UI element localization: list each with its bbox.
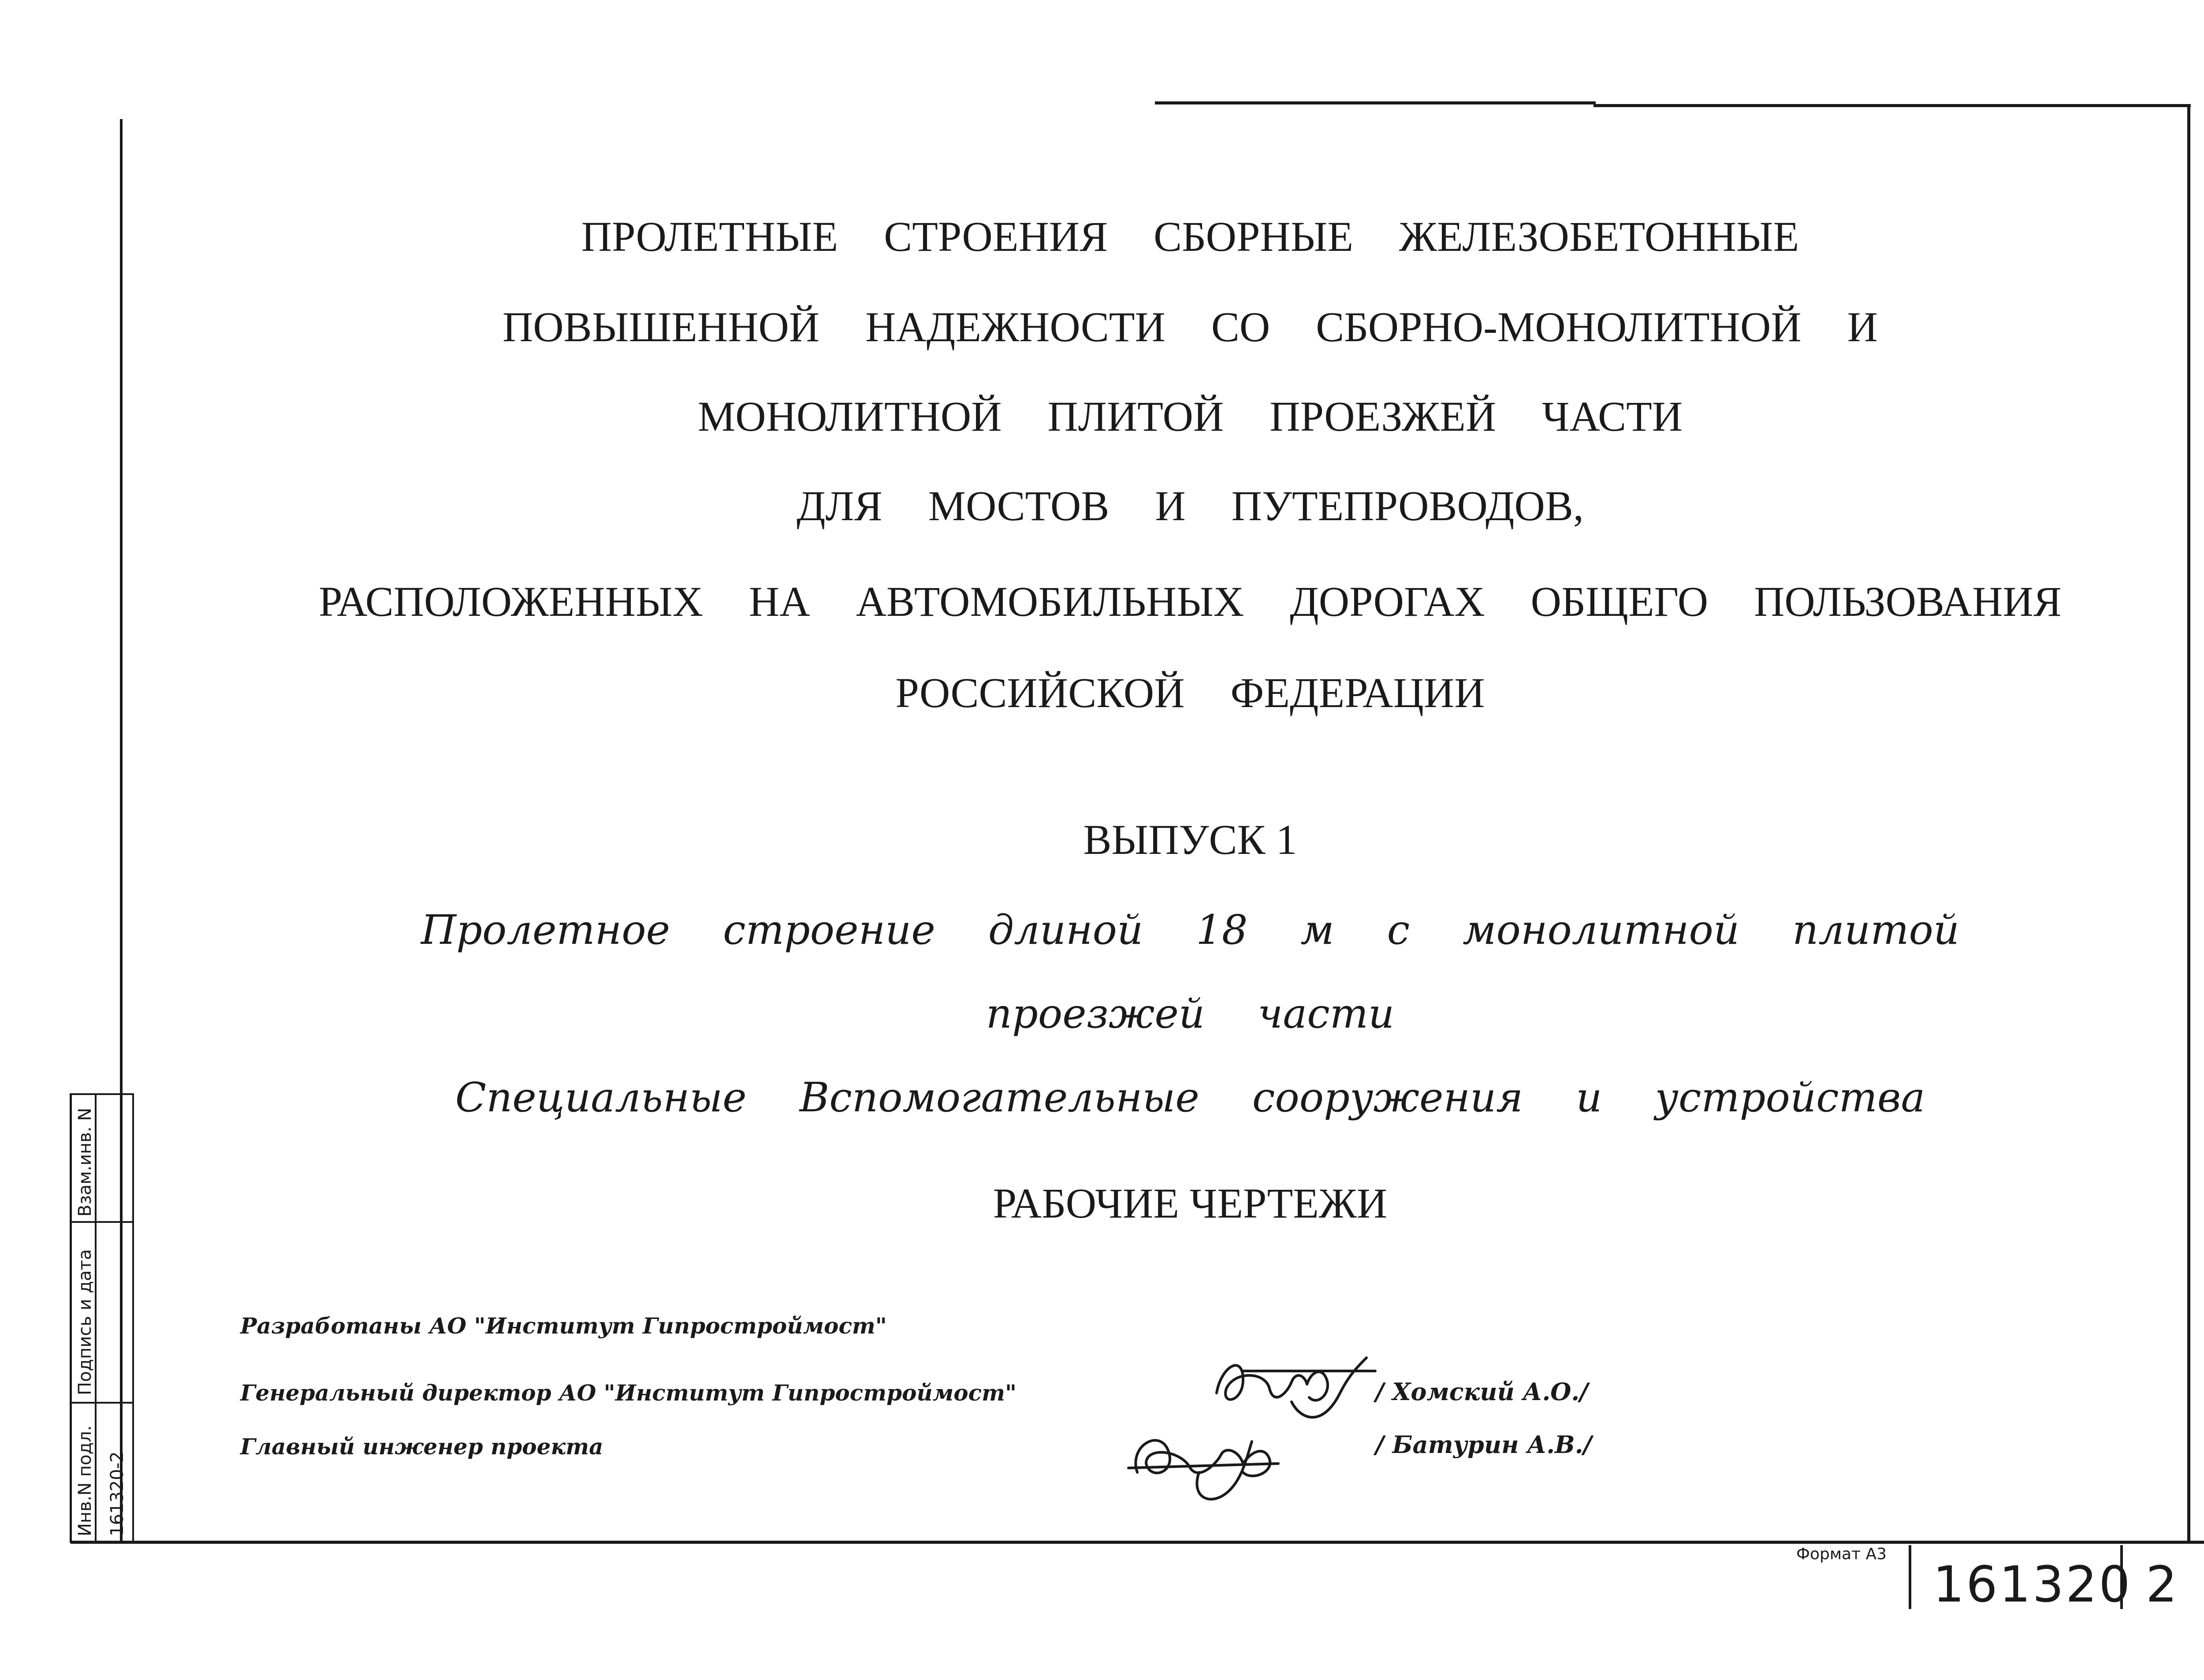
replace-inv-label: Взам.инв. N [75,1107,95,1217]
title-word: ПРОЕЗЖЕЙ [1270,393,1497,440]
inv-orig-value: 161320-2 [107,1451,127,1536]
title-word: АВТОМОБИЛЬНЫХ [856,578,1244,625]
title-line-2 [110,303,2204,351]
title-word: м [1300,906,1334,954]
title-word: Пролетное [421,906,670,954]
title-word: 18 [1196,906,1248,954]
title-word: плитой [1792,906,1960,954]
title-line-3 [110,392,2204,441]
title-word: МОНОЛИТНОЙ [697,393,1002,440]
title-word: Специальные [455,1074,747,1121]
sign-date-label: Подпись и дата [75,1249,95,1395]
title-word: СБОРНО-МОНОЛИТНОЙ [1316,303,1802,350]
title-word: ФЕДЕРАЦИИ [1230,669,1485,716]
title-word: ОБЩЕГО [1530,578,1709,625]
title-line-1 [110,212,2204,261]
title-word: ЧАСТИ [1542,393,1683,440]
title-word: СТРОЕНИЯ [884,213,1108,260]
title-line-5 [110,577,2204,626]
general-director-label: Генеральный директор АО "Институт Гипростроймост" [240,1380,1017,1406]
title-word: И [1155,482,1186,529]
chief-engineer-label: Главный инженер проекта [240,1434,603,1460]
title-word: ПОЛЬЗОВАНИЯ [1754,578,2062,625]
title-word: ПУТЕПРОВОДОВ, [1231,482,1584,529]
title-line-4 [110,482,2204,530]
subtitle-line-3 [110,1073,2204,1122]
format-label: Формат А3 [1796,1545,1887,1563]
title-word: сооружения [1252,1074,1523,1121]
general-director-name: / Хомский А.О./ [1375,1378,1588,1406]
title-line-6 [110,669,2204,717]
title-word: длиной [988,906,1143,954]
subtitle-line-1 [110,906,2204,954]
title-word: Вспомогательные [799,1074,1199,1121]
title-word: ДОРОГАХ [1290,578,1485,625]
title-word: ДЛЯ [797,482,882,529]
title-word: СБОРНЫЕ [1154,213,1354,260]
sheet-number: 2 [2146,1556,2179,1613]
developed-by: Разработаны АО "Институт Гипростроймост" [240,1313,887,1339]
title-word: строение [723,906,935,954]
frame-bottom-line [71,1541,2204,1544]
subtitle-line-2 [110,990,2204,1038]
title-word: СО [1211,303,1270,350]
title-word: с [1387,906,1410,954]
title-word: МОСТОВ [928,482,1109,529]
title-word: ПЛИТОЙ [1047,393,1224,440]
title-word: проезжей [986,990,1205,1037]
frame-top-left-line [1155,101,1596,104]
title-word: ЖЕЛЕЗОБЕТОННЫЕ [1399,213,1799,260]
title-word: и [1576,1074,1602,1121]
inv-orig-label: Инв.N подл. [75,1425,95,1536]
title-word: НАДЕЖНОСТИ [865,303,1165,350]
title-word: устройства [1655,1074,1925,1121]
doc-code: 161320 [1933,1556,2132,1613]
frame-top-right-line [1593,104,2191,107]
title-word: РОССИЙСКОЙ [895,669,1185,716]
title-word: ПРОЛЕТНЫЕ [581,213,838,260]
title-word: И [1847,303,1878,350]
code-divider-left [1909,1545,1911,1609]
title-word: части [1258,990,1395,1037]
title-word: монолитной [1463,906,1740,954]
title-word: РАСПОЛОЖЕННЫХ [319,578,704,625]
drawing-type: РАБОЧИЕ ЧЕРТЕЖИ [993,1180,1388,1227]
title-word: ПОВЫШЕННОЙ [503,303,820,350]
signature-image [1111,1340,1419,1508]
chief-engineer-name: / Батурин А.В./ [1375,1430,1592,1459]
issue-label: ВЫПУСК 1 [1083,816,1297,863]
title-word: НА [749,578,810,625]
